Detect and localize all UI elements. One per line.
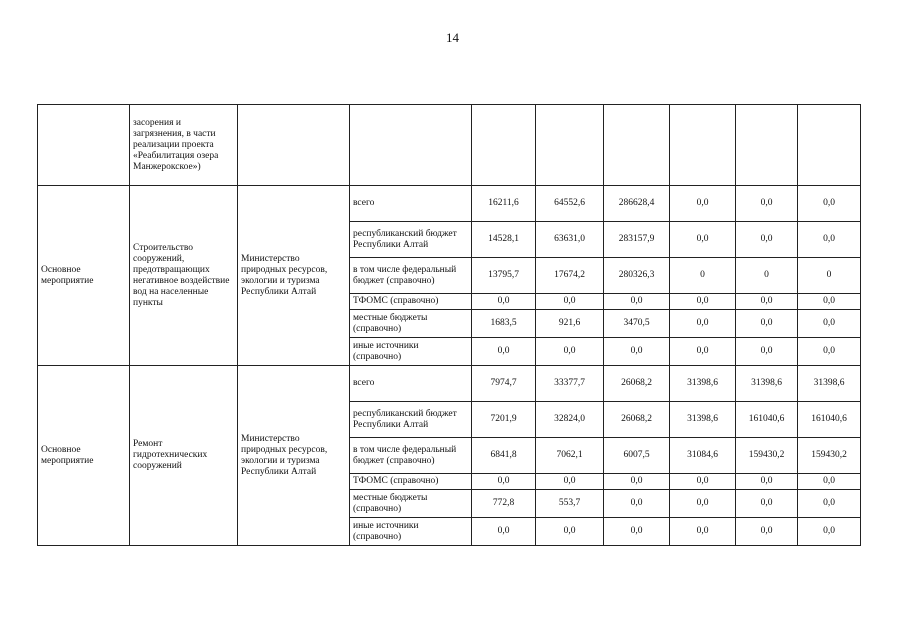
table-row bbox=[38, 366, 861, 402]
measure-name-cell: засорения и загрязнения, в части реализации проекта «Реабилитация озера Манжерокское») bbox=[130, 105, 238, 186]
type-cell: Основное мероприятие bbox=[38, 366, 130, 546]
source-cell: в том числе федеральный бюджет (справочно) bbox=[350, 438, 472, 474]
value-cell: 0,0 bbox=[736, 310, 798, 338]
value-cell bbox=[736, 105, 798, 186]
value-cell: 26068,2 bbox=[604, 402, 670, 438]
value-cell: 553,7 bbox=[536, 490, 604, 518]
value-cell: 0,0 bbox=[604, 294, 670, 310]
value-cell: 0,0 bbox=[798, 222, 861, 258]
value-cell: 0,0 bbox=[798, 518, 861, 546]
value-cell: 0,0 bbox=[472, 474, 536, 490]
value-cell: 0,0 bbox=[798, 294, 861, 310]
source-cell bbox=[350, 105, 472, 186]
value-cell: 26068,2 bbox=[604, 366, 670, 402]
value-cell: 31398,6 bbox=[798, 366, 861, 402]
executor-cell: Министерство природных ресурсов, экологии и туризма Республики Алтай bbox=[238, 186, 350, 366]
value-cell: 32824,0 bbox=[536, 402, 604, 438]
value-cell: 16211,6 bbox=[472, 186, 536, 222]
value-cell: 0,0 bbox=[604, 338, 670, 366]
value-cell: 6841,8 bbox=[472, 438, 536, 474]
measure-name-cell: Строительство сооружений, предотвращающих негативное воздействие вод на населенные пункты bbox=[130, 186, 238, 366]
budget-table bbox=[37, 104, 861, 546]
value-cell: 0,0 bbox=[670, 518, 736, 546]
type-cell bbox=[38, 105, 130, 186]
value-cell: 0,0 bbox=[736, 474, 798, 490]
source-cell: ТФОМС (справочно) bbox=[350, 294, 472, 310]
value-cell: 772,8 bbox=[472, 490, 536, 518]
source-cell: республиканский бюджет Республики Алтай bbox=[350, 222, 472, 258]
value-cell: 0 bbox=[736, 258, 798, 294]
value-cell: 31398,6 bbox=[670, 366, 736, 402]
value-cell: 6007,5 bbox=[604, 438, 670, 474]
value-cell: 0,0 bbox=[670, 490, 736, 518]
value-cell: 0,0 bbox=[472, 338, 536, 366]
value-cell: 0,0 bbox=[604, 518, 670, 546]
value-cell: 0,0 bbox=[798, 186, 861, 222]
value-cell: 0,0 bbox=[670, 222, 736, 258]
value-cell: 7062,1 bbox=[536, 438, 604, 474]
value-cell bbox=[536, 105, 604, 186]
value-cell: 0,0 bbox=[670, 186, 736, 222]
value-cell: 0,0 bbox=[798, 474, 861, 490]
source-cell: иные источники (справочно) bbox=[350, 338, 472, 366]
value-cell: 7974,7 bbox=[472, 366, 536, 402]
value-cell: 0,0 bbox=[736, 222, 798, 258]
source-cell: местные бюджеты (справочно) bbox=[350, 310, 472, 338]
value-cell: 161040,6 bbox=[798, 402, 861, 438]
value-cell: 0,0 bbox=[670, 474, 736, 490]
value-cell: 0,0 bbox=[736, 338, 798, 366]
measure-name-cell: Ремонт гидротехнических сооружений bbox=[130, 366, 238, 546]
value-cell: 0,0 bbox=[472, 518, 536, 546]
page-number: 14 bbox=[446, 30, 459, 45]
source-cell: иные источники (справочно) bbox=[350, 518, 472, 546]
executor-cell bbox=[238, 105, 350, 186]
value-cell: 0 bbox=[670, 258, 736, 294]
value-cell: 3470,5 bbox=[604, 310, 670, 338]
value-cell: 921,6 bbox=[536, 310, 604, 338]
value-cell: 0,0 bbox=[472, 294, 536, 310]
value-cell: 63631,0 bbox=[536, 222, 604, 258]
table-row bbox=[38, 186, 861, 222]
value-cell: 7201,9 bbox=[472, 402, 536, 438]
source-cell: всего bbox=[350, 186, 472, 222]
value-cell: 0,0 bbox=[798, 338, 861, 366]
value-cell: 0,0 bbox=[736, 518, 798, 546]
value-cell: 161040,6 bbox=[736, 402, 798, 438]
source-cell: республиканский бюджет Республики Алтай bbox=[350, 402, 472, 438]
value-cell bbox=[798, 105, 861, 186]
source-cell: местные бюджеты (справочно) bbox=[350, 490, 472, 518]
value-cell: 0,0 bbox=[536, 294, 604, 310]
continuation-row bbox=[38, 105, 861, 186]
value-cell: 283157,9 bbox=[604, 222, 670, 258]
value-cell: 0,0 bbox=[798, 310, 861, 338]
value-cell: 0,0 bbox=[798, 490, 861, 518]
value-cell: 0,0 bbox=[670, 338, 736, 366]
value-cell: 0,0 bbox=[736, 186, 798, 222]
value-cell: 14528,1 bbox=[472, 222, 536, 258]
value-cell: 0,0 bbox=[670, 310, 736, 338]
value-cell: 17674,2 bbox=[536, 258, 604, 294]
value-cell: 0,0 bbox=[736, 490, 798, 518]
value-cell bbox=[670, 105, 736, 186]
value-cell: 0,0 bbox=[736, 294, 798, 310]
value-cell: 0 bbox=[798, 258, 861, 294]
value-cell: 159430,2 bbox=[736, 438, 798, 474]
value-cell: 0,0 bbox=[536, 338, 604, 366]
value-cell bbox=[604, 105, 670, 186]
value-cell: 0,0 bbox=[604, 490, 670, 518]
value-cell: 31084,6 bbox=[670, 438, 736, 474]
executor-cell: Министерство природных ресурсов, экологии и туризма Республики Алтай bbox=[238, 366, 350, 546]
source-cell: ТФОМС (справочно) bbox=[350, 474, 472, 490]
value-cell: 280326,3 bbox=[604, 258, 670, 294]
value-cell: 286628,4 bbox=[604, 186, 670, 222]
type-cell: Основное мероприятие bbox=[38, 186, 130, 366]
value-cell: 13795,7 bbox=[472, 258, 536, 294]
value-cell bbox=[472, 105, 536, 186]
value-cell: 0,0 bbox=[604, 474, 670, 490]
value-cell: 33377,7 bbox=[536, 366, 604, 402]
value-cell: 1683,5 bbox=[472, 310, 536, 338]
value-cell: 31398,6 bbox=[736, 366, 798, 402]
value-cell: 0,0 bbox=[670, 294, 736, 310]
value-cell: 64552,6 bbox=[536, 186, 604, 222]
source-cell: всего bbox=[350, 366, 472, 402]
value-cell: 31398,6 bbox=[670, 402, 736, 438]
value-cell: 0,0 bbox=[536, 474, 604, 490]
source-cell: в том числе федеральный бюджет (справочно) bbox=[350, 258, 472, 294]
value-cell: 159430,2 bbox=[798, 438, 861, 474]
value-cell: 0,0 bbox=[536, 518, 604, 546]
